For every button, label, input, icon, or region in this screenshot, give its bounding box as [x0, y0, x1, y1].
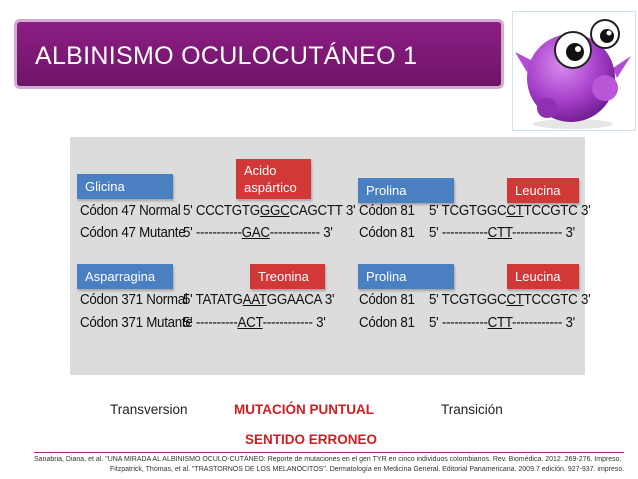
codon-371-mutant-name: Códon 371 Mutante	[80, 315, 193, 331]
codon-81-normal-name-1: Códon 81	[359, 203, 415, 219]
codon-81-mutant-name-1: Códon 81	[359, 225, 415, 241]
label-leucina-1: Leucina	[507, 178, 579, 203]
label-asparragina: Asparragina	[77, 264, 173, 289]
caption-mutacion-puntual: MUTACIÓN PUNTUAL	[234, 402, 374, 417]
mascot-image	[512, 11, 636, 131]
codon-81-normal-name-2: Códon 81	[359, 292, 415, 308]
codon-47-mutant-name: Códon 47 Mutante	[80, 225, 186, 241]
codon-371-normal-seq: 5' TATATGAATGGAACA 3'	[183, 292, 335, 308]
label-prolina-2: Prolina	[358, 264, 454, 289]
codon-81-mutant-seq-1: 5' -----------CTT------------ 3'	[429, 225, 575, 241]
codon-81-normal-seq-1: 5' TCGTGGCCTTCCGTC 3'	[429, 203, 591, 219]
codon-81-mutant-seq-2: 5' -----------CTT------------ 3'	[429, 315, 575, 331]
reference-2: Fitzpatrick, Thomas, et al. "TRASTORNOS DE LOS MELANOCITOS". Dermatología en Medicina General. Editorial Panamericana. 2009.7 edición. 927-937. impreso.	[110, 466, 625, 473]
label-treonina: Treonina	[250, 264, 325, 289]
label-acido-aspartico: Acido aspártico	[236, 159, 311, 199]
mutation-panel	[70, 137, 585, 375]
slide-title: ALBINISMO OCULOCUTÁNEO 1	[35, 42, 418, 70]
caption-transversion: Transversion	[110, 402, 188, 417]
label-prolina-1: Prolina	[358, 178, 454, 203]
caption-transicion: Transición	[441, 402, 503, 417]
label-leucina-2: Leucina	[507, 264, 579, 289]
title-bar	[14, 19, 504, 89]
codon-81-mutant-name-2: Códon 81	[359, 315, 415, 331]
codon-371-mutant-seq: 5' ----------ACT------------ 3'	[183, 315, 326, 331]
codon-47-normal-name: Códon 47 Normal	[80, 203, 181, 219]
codon-47-mutant-seq: 5' -----------GAC------------ 3'	[183, 225, 333, 241]
caption-sentido-erroneo: SENTIDO ERRONEO	[245, 432, 378, 447]
codon-371-normal-name: Códon 371 Normal	[80, 292, 188, 308]
label-glicina: Glicina	[77, 174, 173, 199]
codon-81-normal-seq-2: 5' TCGTGGCCTTCCGTC 3'	[429, 292, 591, 308]
divider-line	[34, 452, 624, 453]
codon-47-normal-seq: 5' CCCTGTGGGCCAGCTT 3'	[183, 203, 356, 219]
reference-1: Sanabria, Diana, et al. "UNA MIRADA AL ALBINISMO OCULO-CUTÁNEO: Reporte de mutaciones en el gen TYR en cinco individuos colombianos. Rev. Biomédica. 2012. 269-276. Impreso.	[34, 456, 622, 463]
purple-creature-mascot-icon	[513, 12, 635, 130]
